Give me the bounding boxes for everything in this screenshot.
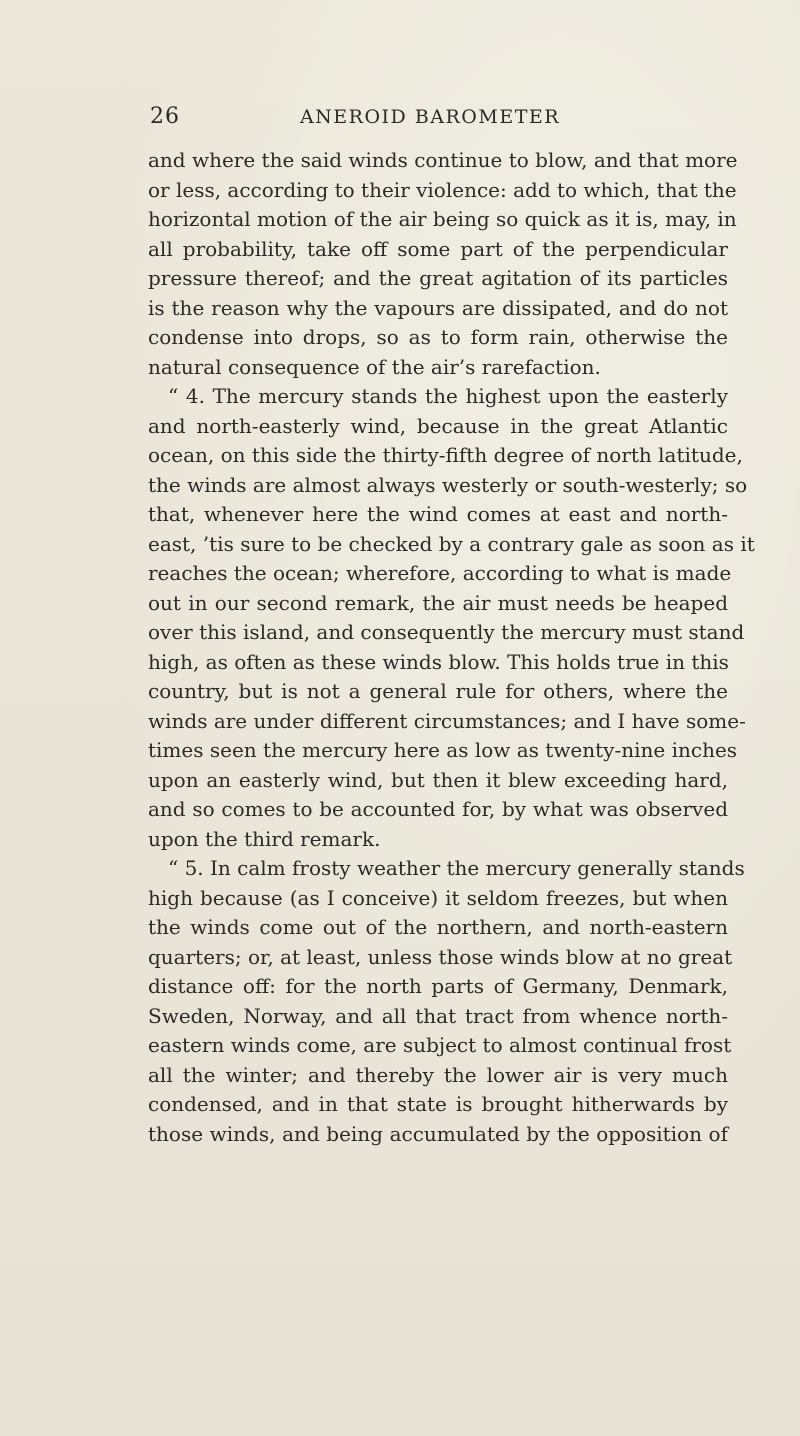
text-line: condense into drops, so as to form rain, otherwise the [148,325,728,349]
text-line: and where the said winds continue to blow, and that more [148,148,738,172]
text-line: the winds come out of the northern, and north-eastern [148,915,728,939]
text-line: over this island, and consequently the mercury must stand [148,620,745,644]
text-line: condensed, and in that state is brought hitherwards by [148,1092,728,1116]
text-line: and north-easterly wind, because in the great Atlantic [148,413,728,438]
text-line: upon an easterly wind, but then it blew exceeding hard, [148,767,728,792]
text-line: high because (as I conceive) it seldom freezes, but when [148,885,728,910]
text-line: ocean, on this side the thirty-fifth degree of north latitude, [148,443,743,467]
text-line: country, but is not a general rule for others, where the [148,679,728,703]
paragraph-start-5: “ 5. In calm frosty weather the mercury generally stands [168,856,745,880]
body-text [148,146,755,1149]
text-line: high, as often as these winds blow. This holds true in this [148,649,729,674]
text-line: eastern winds come, are subject to almost continual frost [148,1033,732,1057]
text-line: all probability, take off some part of the perpendicular [148,236,728,261]
text-line: the winds are almost always westerly or south-westerly; so [148,472,748,497]
paragraph-start-4: “ 4. The mercury stands the highest upon the easterly [168,384,728,408]
running-head [150,104,710,134]
text-line: is the reason why the vapours are dissipated, and do not [148,295,728,320]
text-line: all the winter; and thereby the lower air is very much [148,1062,728,1087]
page-number: 26 [150,104,180,129]
text-line: Sweden, Norway, and all that tract from whence north- [148,1003,728,1028]
text-line: those winds, and being accumulated by the opposition of [148,1121,728,1146]
text-line: out in our second remark, the air must needs be heaped [148,590,728,615]
text-line: distance off: for the north parts of Germany, Denmark, [148,974,728,998]
text-line: and so comes to be accounted for, by what was observed [148,797,728,821]
text-line: natural consequence of the air’s rarefaction. [148,354,601,379]
text-line: quarters; or, at least, unless those winds blow at no great [148,944,733,969]
text-line: pressure thereof; and the great agitation of its particles [148,266,728,290]
text-line: horizontal motion of the air being so quick as it is, may, in [148,207,737,231]
text-line: that, whenever here the wind comes at east and north- [148,502,728,526]
text-line: times seen the mercury here as low as twenty-nine inches [148,738,738,762]
text-line: reaches the ocean; wherefore, according to what is made [148,561,732,585]
text-line: upon the third remark. [148,826,381,851]
text-line: or less, according to their violence: add to which, that the [148,177,737,202]
text-line: east, ’tis sure to be checked by a contrary gale as soon as it [148,531,755,556]
running-title: ANEROID BAROMETER [299,106,561,128]
text-line: winds are under different circumstances; and I have some- [148,708,746,733]
